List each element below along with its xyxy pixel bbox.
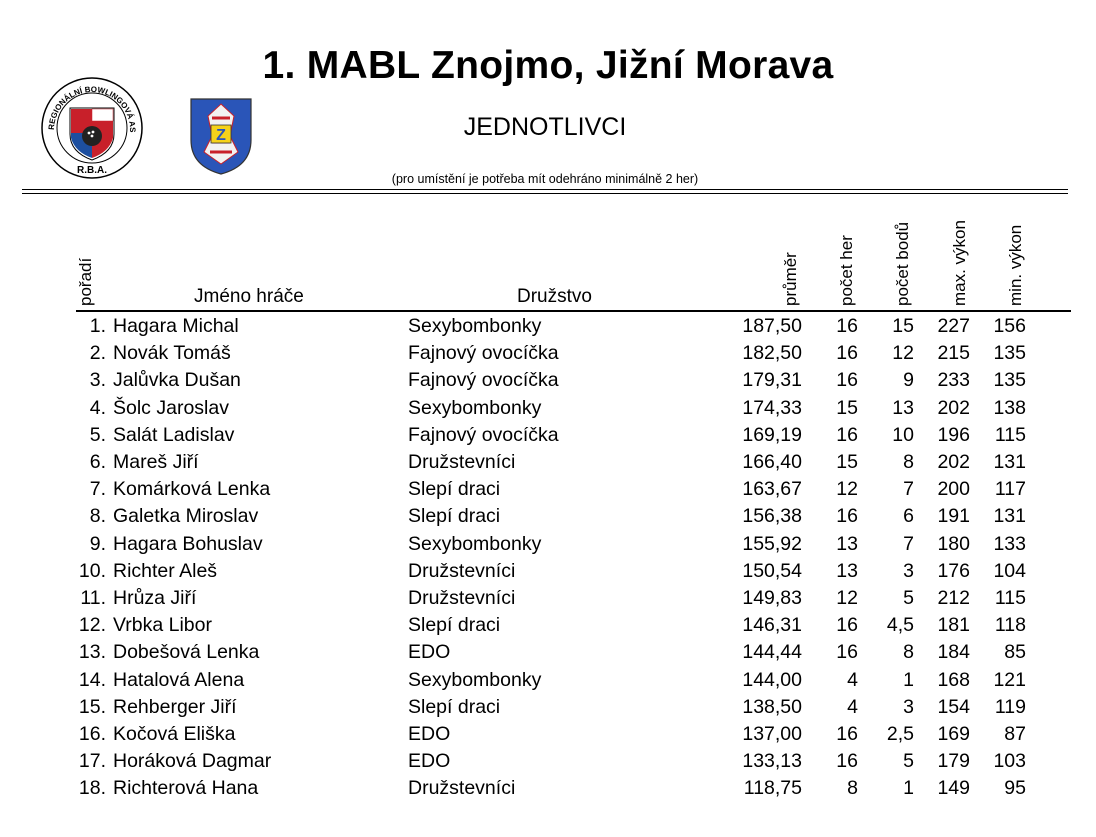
max-score-cell: 180: [937, 532, 970, 555]
rank-cell: 6.: [89, 451, 106, 473]
points-cell: 13: [892, 396, 914, 419]
table-row: [0, 313, 1096, 340]
player-name-cell: Mareš Jiří: [113, 451, 199, 473]
min-score-cell: 133: [993, 532, 1026, 555]
rank-cell: 10.: [78, 559, 106, 582]
rank-cell: 2.: [89, 342, 106, 365]
average-cell: 138,50: [742, 695, 802, 718]
team-cell: Sexybombonky: [408, 315, 542, 337]
games-cell: 16: [836, 423, 858, 446]
table-row: [0, 531, 1096, 558]
team-cell: Družstevníci: [408, 587, 516, 609]
max-score-cell: 181: [937, 614, 970, 637]
rank-cell: 16.: [78, 723, 106, 745]
table-row: [0, 558, 1096, 585]
column-header-max: max. výkon: [950, 220, 969, 306]
max-score-cell: 227: [937, 315, 970, 337]
average-cell: 174,33: [742, 396, 802, 419]
team-cell: Družstevníci: [408, 777, 516, 800]
page-subtitle: JEDNOTLIVCI: [463, 113, 627, 141]
min-score-cell: 87: [1004, 723, 1026, 745]
player-name-cell: Hrůza Jiří: [113, 587, 197, 609]
points-cell: 2,5: [886, 723, 914, 745]
min-score-cell: 85: [1004, 641, 1026, 664]
average-cell: 156,38: [742, 505, 802, 528]
min-score-cell: 135: [993, 342, 1026, 365]
points-cell: 1: [903, 777, 914, 800]
player-name-cell: Jalůvka Dušan: [113, 369, 241, 392]
rank-cell: 17.: [78, 750, 106, 773]
team-cell: Slepí draci: [408, 614, 501, 637]
team-cell: Sexybombonky: [408, 396, 542, 419]
max-score-cell: 212: [937, 587, 970, 609]
table-row: [0, 667, 1096, 694]
min-score-cell: 138: [993, 396, 1026, 419]
max-score-cell: 202: [937, 451, 970, 473]
rank-cell: 13.: [78, 641, 106, 664]
qualification-note: (pro umístění je potřeba mít odehráno minimálně 2 her): [391, 172, 699, 186]
rank-cell: 5.: [89, 423, 106, 446]
games-cell: 16: [836, 641, 858, 664]
games-cell: 15: [836, 396, 858, 419]
games-cell: 4: [847, 695, 858, 718]
games-cell: 16: [836, 369, 858, 392]
rank-cell: 8.: [89, 505, 106, 528]
player-name-cell: Dobešová Lenka: [113, 641, 260, 664]
average-cell: 144,44: [742, 641, 802, 664]
games-cell: 13: [836, 532, 858, 555]
table-row: [0, 775, 1096, 802]
table-row: [0, 367, 1096, 394]
points-cell: 4,5: [886, 614, 914, 637]
points-cell: 7: [903, 532, 914, 555]
team-cell: Fajnový ovocíčka: [408, 369, 559, 392]
min-score-cell: 135: [993, 369, 1026, 392]
points-cell: 10: [892, 423, 914, 446]
games-cell: 4: [847, 668, 858, 691]
crest-letter: Z: [216, 127, 226, 144]
rank-cell: 7.: [89, 478, 106, 501]
team-cell: Sexybombonky: [408, 668, 542, 691]
games-cell: 13: [836, 559, 858, 582]
max-score-cell: 168: [937, 668, 970, 691]
rank-cell: 18.: [78, 777, 106, 800]
table-row: [0, 449, 1096, 476]
min-score-cell: 118: [994, 614, 1026, 637]
max-score-cell: 176: [937, 559, 970, 582]
points-cell: 3: [903, 559, 914, 582]
table-header-rule: [76, 310, 1071, 312]
table-row: [0, 639, 1096, 666]
max-score-cell: 169: [937, 723, 970, 745]
max-score-cell: 191: [937, 505, 970, 528]
player-name-cell: Hatalová Alena: [113, 668, 245, 691]
max-score-cell: 196: [937, 423, 970, 446]
rank-cell: 3.: [89, 369, 106, 392]
player-name-cell: Šolc Jaroslav: [113, 396, 229, 419]
column-header-rank: pořadí: [76, 257, 95, 306]
team-cell: Fajnový ovocíčka: [408, 342, 559, 365]
average-cell: 163,67: [742, 478, 802, 501]
team-cell: Družstevníci: [408, 559, 516, 582]
player-name-cell: Rehberger Jiří: [113, 695, 237, 718]
min-score-cell: 117: [994, 478, 1026, 501]
table-row: [0, 748, 1096, 775]
min-score-cell: 156: [993, 315, 1026, 337]
rank-cell: 14.: [78, 668, 106, 691]
max-score-cell: 202: [937, 396, 970, 419]
points-cell: 6: [903, 505, 914, 528]
games-cell: 16: [836, 342, 858, 365]
player-name-cell: Galetka Miroslav: [113, 505, 259, 528]
min-score-cell: 104: [993, 559, 1026, 582]
rank-cell: 9.: [89, 532, 106, 555]
average-cell: 146,31: [742, 614, 802, 637]
average-cell: 150,54: [742, 559, 802, 582]
column-header-team: Družstvo: [517, 286, 592, 307]
player-name-cell: Horáková Dagmar: [113, 750, 272, 773]
max-score-cell: 149: [937, 777, 970, 800]
max-score-cell: 215: [937, 342, 970, 365]
points-cell: 8: [903, 641, 914, 664]
column-header-points: počet bodů: [893, 221, 912, 306]
table-row: [0, 476, 1096, 503]
rank-cell: 4.: [89, 396, 106, 419]
min-score-cell: 115: [994, 587, 1026, 609]
player-name-cell: Hagara Michal: [113, 315, 239, 337]
team-cell: Slepí draci: [408, 505, 501, 528]
column-header-average: průměr: [781, 252, 800, 306]
player-name-cell: Richterová Hana: [113, 777, 259, 800]
seal-ring-text: REGIONÁLNÍ BOWLINGOVÁ AS: [46, 84, 138, 133]
player-name-cell: Komárková Lenka: [113, 478, 271, 501]
table-row: [0, 585, 1096, 612]
team-cell: EDO: [408, 723, 451, 745]
min-score-cell: 115: [994, 423, 1026, 446]
min-score-cell: 121: [993, 668, 1026, 691]
average-cell: 149,83: [742, 587, 802, 609]
points-cell: 3: [903, 695, 914, 718]
table-row: [0, 612, 1096, 639]
average-cell: 187,50: [742, 315, 802, 337]
rank-cell: 11.: [80, 587, 106, 609]
points-cell: 9: [903, 369, 914, 392]
header-rule-top: [22, 189, 1068, 190]
points-cell: 12: [892, 342, 914, 365]
average-cell: 137,00: [742, 723, 802, 745]
rank-cell: 1.: [89, 315, 106, 337]
header-rule-bottom: [22, 193, 1068, 194]
max-score-cell: 233: [937, 369, 970, 392]
max-score-cell: 184: [937, 641, 970, 664]
min-score-cell: 119: [994, 695, 1026, 718]
min-score-cell: 131: [993, 451, 1026, 473]
player-name-cell: Hagara Bohuslav: [113, 532, 263, 555]
max-score-cell: 179: [937, 750, 970, 773]
seal-abbreviation: R.B.A.: [77, 165, 107, 176]
player-name-cell: Richter Aleš: [113, 559, 218, 582]
average-cell: 182,50: [742, 342, 802, 365]
games-cell: 16: [836, 723, 858, 745]
points-cell: 7: [903, 478, 914, 501]
games-cell: 16: [836, 505, 858, 528]
points-cell: 15: [892, 315, 914, 337]
column-header-games: počet her: [837, 235, 856, 306]
average-cell: 155,92: [742, 532, 802, 555]
player-name-cell: Novák Tomáš: [113, 342, 231, 365]
team-cell: Slepí draci: [408, 478, 501, 501]
average-cell: 166,40: [742, 451, 802, 473]
column-header-name: Jméno hráče: [194, 286, 304, 307]
points-cell: 1: [903, 668, 914, 691]
games-cell: 16: [836, 750, 858, 773]
table-row: [0, 340, 1096, 367]
team-cell: EDO: [408, 641, 451, 664]
table-row: [0, 422, 1096, 449]
rank-cell: 12.: [78, 614, 106, 637]
team-cell: Slepí draci: [408, 695, 501, 718]
team-cell: Fajnový ovocíčka: [408, 423, 559, 446]
games-cell: 16: [836, 614, 858, 637]
player-name-cell: Salát Ladislav: [113, 423, 235, 446]
games-cell: 15: [836, 451, 858, 473]
points-cell: 5: [903, 750, 914, 773]
average-cell: 179,31: [742, 369, 802, 392]
team-cell: EDO: [408, 750, 451, 773]
table-row: [0, 721, 1096, 748]
team-cell: Družstevníci: [408, 451, 516, 473]
table-row: [0, 395, 1096, 422]
average-cell: 118,75: [743, 777, 802, 800]
games-cell: 12: [836, 587, 858, 609]
player-name-cell: Vrbka Libor: [113, 614, 212, 637]
team-cell: Sexybombonky: [408, 532, 542, 555]
table-row: [0, 694, 1096, 721]
min-score-cell: 103: [993, 750, 1026, 773]
min-score-cell: 131: [993, 505, 1026, 528]
page-title: 1. MABL Znojmo, Jižní Morava: [262, 44, 834, 87]
points-cell: 8: [903, 451, 914, 473]
games-cell: 12: [836, 478, 858, 501]
games-cell: 8: [847, 777, 858, 800]
games-cell: 16: [836, 315, 858, 337]
min-score-cell: 95: [1004, 777, 1026, 800]
max-score-cell: 200: [937, 478, 970, 501]
average-cell: 169,19: [742, 423, 802, 446]
points-cell: 5: [903, 587, 914, 609]
max-score-cell: 154: [937, 695, 970, 718]
average-cell: 133,13: [742, 750, 802, 773]
average-cell: 144,00: [742, 668, 802, 691]
table-row: [0, 503, 1096, 530]
player-name-cell: Kočová Eliška: [113, 723, 236, 745]
column-header-min: min. výkon: [1006, 224, 1025, 306]
rank-cell: 15.: [78, 695, 106, 718]
